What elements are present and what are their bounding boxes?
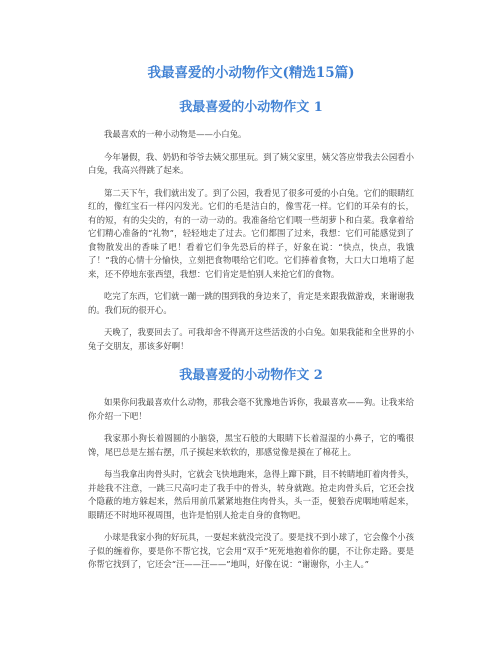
section-1	[88, 99, 414, 353]
paragraph: 我最喜欢的一种小动物是——小白兔。	[104, 129, 247, 139]
section-heading: 我最喜爱的小动物作文 2	[179, 368, 323, 383]
paragraph: 小球是我家小狗的好玩具，一耍起来就没完没了。要是找不到小球了，它会像个小孩子似的缠着你，要是你不帮它找，它会用“双手”死死地抱着你的腿，不让你走路。要是你帮它找到了，它还会“汪——汪——”地叫，好像在说：“谢谢你，小主人。”	[88, 532, 414, 569]
paragraph: 今年暑假，我、奶奶和爷爷去姨父那里玩。到了姨父家里，姨父答应带我去公园看小白兔，我高兴得跳了起来。	[88, 151, 414, 175]
document-title: 我最喜爱的小动物作文(精选15篇)	[147, 65, 355, 81]
paragraph: 如果你问我最喜欢什么动物，那我会毫不犹豫地告诉你，我最喜欢——狗。让我来给你介绍一下吧！	[88, 397, 414, 421]
paragraph: 第二天下午，我们就出发了。到了公园，我看见了很多可爱的小白兔。它们的眼睛红红的，像红宝石一样闪闪发光。它们的毛是洁白的，像雪花一样。它们的耳朵有的长，有的短，有的尖尖的，有的一动一动的。我准备给它们喂一些胡萝卜和白菜。我拿着给它们精心准备的“礼物”，轻轻地走了过去。它们都围了过来，我想：它们可能感觉到了食物散发出的香味了吧！看着它们争先恐后的样子，好象在说：“快点，快点，我饿了！”我的心情十分愉快，立刻把食物喂给它们吃。它们捧着食物，大口大口地啃了起来，还不停地东张西望，我想：它们肯定是怕别人来抢它们的食物。	[88, 187, 414, 279]
section-heading: 我最喜爱的小动物作文 1	[179, 100, 323, 115]
paragraph: 吃完了东西，它们就一蹦一跳的围到我的身边来了，肯定是来跟我做游戏，来谢谢我的。我们玩的很开心。	[88, 291, 414, 315]
section-2	[88, 367, 414, 572]
paragraph: 我家那小狗长着圆圆的小脑袋，黑宝石般的大眼睛下长着湿湿的小鼻子，它的嘴很馋，尾巴总是左摇右摆，爪子摸起来软软的，那感觉像是摸在了棉花上。	[88, 433, 414, 457]
paragraph: 每当我拿出肉骨头时，它就会飞快地跑来，急得上蹿下跳，目不转睛地盯着肉骨头，并趁我不注意，一跳三尺高叼走了我手中的骨头，转身就跑。抢走肉骨头后，它还会找个隐蔽的地方躲起来，然后用前爪紧紧地抱住肉骨头，头一歪，便狼吞虎咽地啃起来，眼睛还不时地环视周围，也许是怕别人抢走自身的食物吧。	[88, 469, 414, 520]
paragraph: 天晚了，我要回去了。可我却舍不得离开这些活泼的小白兔。如果我能和全世界的小兔子交朋友，那该多好啊！	[88, 327, 414, 351]
